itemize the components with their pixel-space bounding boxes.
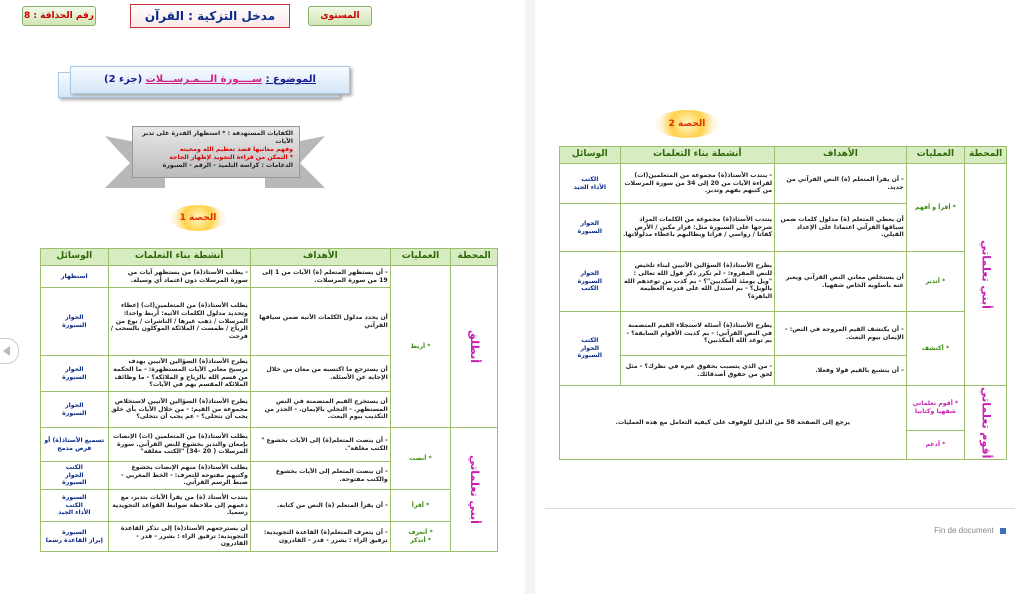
station-cell: أقوم تعلماتي <box>965 386 1007 460</box>
table-cell-objective: - أن يكتشف القيم المروجة في النص: - الإيمان بيوم البعث. <box>775 312 907 356</box>
operation-cell: * أتعرف * أتذكر <box>390 522 451 552</box>
subject-text: ســــورة الـــمـرســـلات <box>145 74 263 85</box>
table-cell-means: تسميع الأستاذ(ة) أو قرص مدمج <box>41 428 109 462</box>
header-objectives: الأهداف <box>250 249 390 266</box>
table-cell-means: الحوار السبورة الكتب <box>560 252 621 312</box>
table-cell-activity: يطلب الأستاذ(ة) من المتعلمين (ات) الإنصات بإمعان والتدبر بخشوع للنص القرآني. سورة المرسلات ( 20 -34) "الكتب مغلقة" <box>108 428 250 462</box>
table-cell-objective: أن يعطي المتعلم (ة) مدلول كلمات ضمن سياقها القرآني اعتمادا على الإعداد القبلي. <box>775 204 907 252</box>
operation-cell: * أتدبر <box>906 252 964 312</box>
session-2-label: الحصة 2 <box>655 110 719 138</box>
level-badge: المستوى <box>308 6 372 26</box>
header-activities: أنشطة بناء التعلمات <box>620 147 775 164</box>
square-icon <box>1000 528 1006 534</box>
table-cell-objective: - أن يتشبع بالقيم قولا وفعلا. <box>775 356 907 386</box>
table-cell-means: الكتب الحوار السبورة <box>560 312 621 386</box>
header-means: الوسائل <box>41 249 109 266</box>
table-cell-objective: أن يحدد مدلول الكلمات الآتية ضمن سياقها القرآني <box>250 288 390 356</box>
competency-line-1: الكفايات المستهدفة : * استظهار القدرة على تدبر الآيات <box>142 130 293 146</box>
session-1-label: الحصة 1 <box>170 205 226 231</box>
table-cell-means: السبورة الكتب الأداء الجيد <box>41 490 109 522</box>
table-cell-activity: يطرح الأستاذ(ة) السؤالين الآتيين لاستخلاص مجموعة من القيم: - من خلال الآيات بأي خلق يجب أن نتحلى؟ - عم يجب أن نتخلى؟ <box>108 392 250 428</box>
subject-ribbon <box>70 66 350 94</box>
table-cell-objective: - أن ينصت المتعلم(ة) إلى الآيات بخشوع " الكتب مغلقة". <box>250 428 390 462</box>
table-cell-activity: - يطلب الأستاذ(ة) من يستظهر آيات من سورة المرسلات دون اعتماد أي وسيلة. <box>108 266 250 288</box>
table-cell-objective: أن يستخرج القيم المتضمنة في النص المستظهر. - التحلي بالإيمان. - الحذر من التكذيب بيوم البعث. <box>250 392 390 428</box>
header-means: الوسائل <box>560 147 621 164</box>
table-cell-activity: ينتدب الأستاذ(ة) مجموعة من الكلمات المراد شرحها على السبورة مثل: قرار مكين / الأرض كفاتا / رواسي / فراتا وبطالبهم باعطاء مدلولاتها. <box>620 204 775 252</box>
operation-cell: * أقرأ <box>390 490 451 522</box>
station-cell: أبني تعلماتي <box>965 164 1007 386</box>
table-cell-means: الكتب الأداء الجيد <box>560 164 621 204</box>
table-cell-means: الحوار السبورة <box>41 392 109 428</box>
table-cell-means: السبورة إبراز القاعدة رسما <box>41 522 109 552</box>
operation-cell: * أربط <box>390 266 451 428</box>
header-operations: العمليات <box>906 147 964 164</box>
operation-cell: * أدعم <box>906 431 964 460</box>
table-cell-objective: - أن يقرأ المتعلم (ة) النص من كتابه. <box>250 490 390 522</box>
header-operations: العمليات <box>390 249 451 266</box>
table-cell-objective: أن يستخلص معاني النص القرآني ويعبر عنه بأسلوبه الخاص شفهيا. <box>775 252 907 312</box>
table-cell-activity: يرجع إلى الصفحة 58 من الدليل للوقوف على كيفية التعامل مع هذه العمليات. <box>560 386 907 460</box>
table-cell-means: الحوار السبورة <box>41 288 109 356</box>
operation-cell: * أنصت <box>390 428 451 490</box>
table-cell-activity: يطرح الأستاذ(ة) أسئلة لاستجلاء القيم المتضمنة في النص القرآني: - بم كذبت الأقوام السابقة؟ - بم توعد الله المكذبين؟ <box>620 312 775 356</box>
operation-cell: * أكتشف <box>906 312 964 386</box>
subject-label: الموضوع : <box>265 74 316 85</box>
number-badge: رقم الحذاقة : 8 <box>22 6 96 26</box>
page-right <box>535 0 1024 594</box>
end-text: Fin de document <box>934 526 994 535</box>
table-cell-objective: - أن يستظهر المتعلم (ة) الآيات من 1 إلى 19 من سورة المرسلات. <box>250 266 390 288</box>
operation-cell: * أقرأ و أفهم <box>906 164 964 252</box>
table-cell-means: استظهار <box>41 266 109 288</box>
header-activities: أنشطة بناء التعلمات <box>108 249 250 266</box>
right-lesson-table <box>559 146 1007 460</box>
competencies-banner <box>132 126 300 178</box>
subject-part: (جزء 2) <box>104 74 143 85</box>
competency-line-3: * التمكن من قراءة التجويد لإظهار الحاجة <box>169 154 293 162</box>
table-cell-activity: يطرح الأستاذ(ة) السؤالين الآتيين لبناء تلخيص للنص المقروء: - لم تكرر ذكر قول الله تعالى : "ويل يومئذ للمكذبين"؟ - بم كذب من توعدهم الله بالويل؟ - بم استدل الله على قدرته العظيمة الباهرة؟ <box>620 252 775 312</box>
table-cell-activity: - من الذي يتسبب بحقوق غيره في نظرك؟ - مثل لحق من حقوق أصدقائك. <box>620 356 775 386</box>
page-divider <box>545 508 1015 509</box>
station-cell: أنطلق <box>451 266 498 428</box>
competency-line-2: وفهم معانيها قصد تعظيم الله ومحبته <box>179 146 293 154</box>
table-cell-activity: يطرح الأستاذ(ة) السؤالين الآتيين بهدف ترسيخ معاني الآيات المستظهرة: - ما الحكمة من قسم الله بالرياح و الملائكة؟ - ما وظائف الملائكة المقسم بهم في الآيات؟ <box>108 356 250 392</box>
header-station: المحطة <box>965 147 1007 164</box>
table-cell-means: الكتب الحوار السبورة <box>41 462 109 490</box>
table-cell-objective: أن يسترجع ما اكتسبه من معان من خلال الإجابة عن الأسئلة. <box>250 356 390 392</box>
table-cell-activity: أن يسترجعهم الأستاذ(ة) إلى تذكر القاعدة التجويدية: ترقيق الراء : بشرر - قدر - القادرون <box>108 522 250 552</box>
header-objectives: الأهداف <box>775 147 907 164</box>
station-cell: أبني تعلماتي <box>451 428 498 552</box>
page-title: مدخل التزكية : القرآن <box>130 4 290 28</box>
left-lesson-table <box>40 248 498 552</box>
table-cell-objective: - أن يتعرف المتعلم(ة) القاعدة التجويدية: ترقيق الراء : بشرر - قدر - القادرون <box>250 522 390 552</box>
table-cell-activity: يطلب الأستاذ(ة) منهم الإنصات بخشوع وكتبهم مفتوحة للتعرف: - الخط المغربي - ضبط الرسم القرآني. <box>108 462 250 490</box>
header-station: المحطة <box>451 249 498 266</box>
table-cell-activity: - ينتدب الأستاذ(ة) مجموعة من المتعلمين(ات) لقراءة الآيات من 20 إلى 34 من سورة المرسلات من كتبهم بفهم وتدبر. <box>620 164 775 204</box>
table-cell-means: الحوار السبورة <box>41 356 109 392</box>
table-cell-activity: ينتدب الأستاذ (ة) من يقرأ الآيات بتدبر، مع دعمهم إلى ملاحظة ضوابط القواعد التجويدية رسميا. <box>108 490 250 522</box>
competency-line-4: الدعامات : كراسة التلميذ - الرقم - السبورة <box>162 162 293 170</box>
operation-cell: * أقوم تعلماتي شفهيا وكتابيا <box>906 386 964 431</box>
table-cell-means: الحوار السبورة <box>560 204 621 252</box>
table-cell-activity: يطلب الأستاذ(ة) من المتعلمين(ات) إعطاء وتحديد مدلول الكلمات الآتية: أربط واحدا: المرسلات / ذهب غيرها / الناشرات / نوع من الرياح / طمست / الملائكة الموكلون بالسحب / فرجت <box>108 288 250 356</box>
chevron-left-icon <box>3 346 10 356</box>
end-of-document <box>934 526 1006 535</box>
table-cell-objective: - أن يقرأ المتعلم (ة) النص القرآني من جديد. <box>775 164 907 204</box>
table-cell-objective: - أن ينصت المتعلم إلى الآيات بخشوع والكتب مفتوحة. <box>250 462 390 490</box>
